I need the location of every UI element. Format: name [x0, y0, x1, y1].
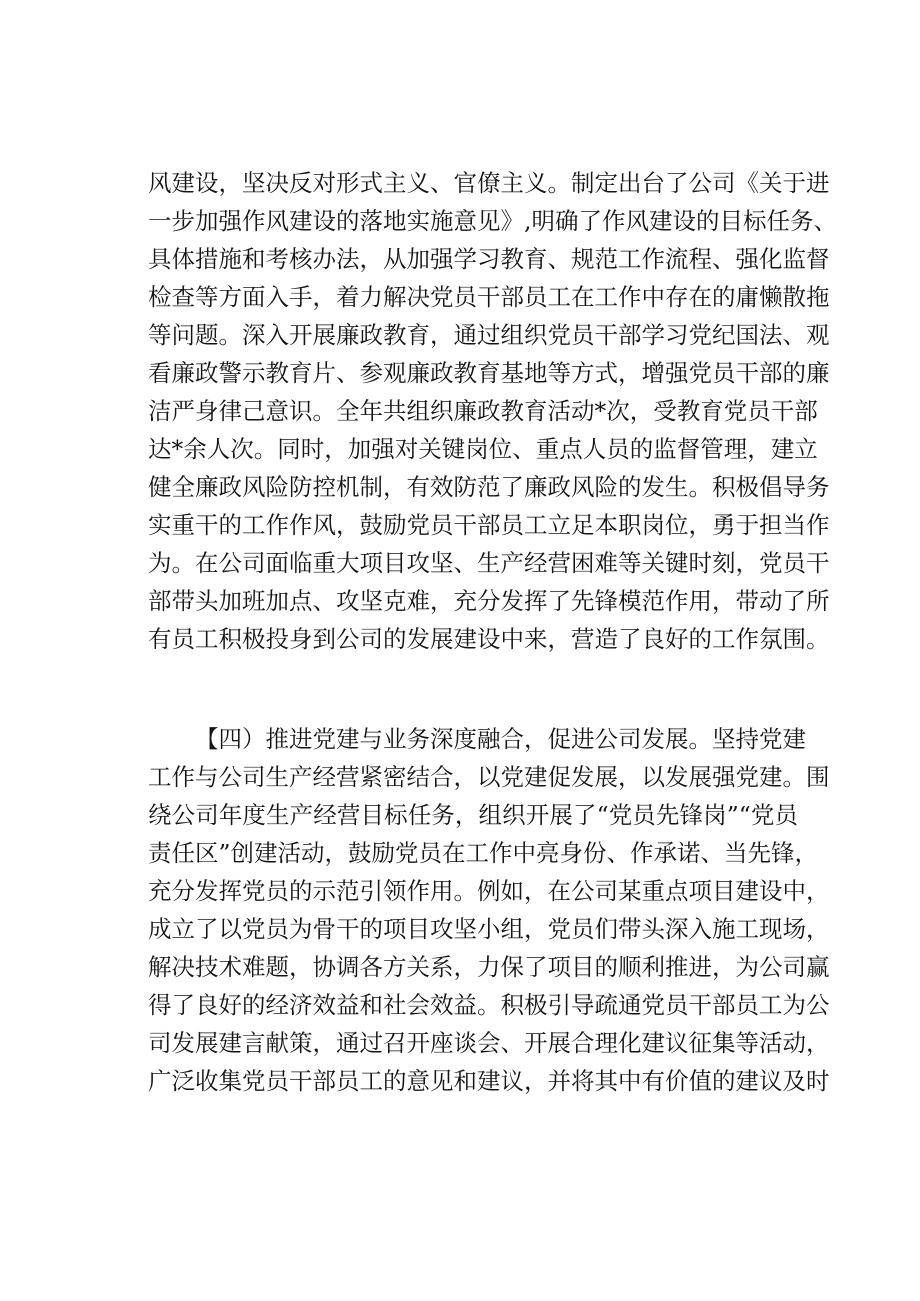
- text-line: 为。在公司面临重大项目攻坚、生产经营困难等关键时刻，党员干: [148, 549, 830, 577]
- text-line: 司发展建言献策，通过召开座谈会、开展合理化建议征集等活动，: [148, 1029, 830, 1057]
- text-line: 等问题。深入开展廉政教育，通过组织党员干部学习党纪国法、观: [148, 321, 830, 349]
- text-line: 看廉政警示教育片、参观廉政教育基地等方式，增强党员干部的廉: [148, 359, 830, 387]
- section-heading-line: 【四）推进党建与业务深度融合，促进公司发展。坚持党建: [195, 725, 806, 753]
- text-line: 风建设，坚决反对形式主义、官僚主义。制定出台了公司《关于进: [148, 169, 830, 197]
- text-line: 达*余人次。同时，加强对关键岗位、重点人员的监督管理，建立: [148, 435, 818, 463]
- body-paragraph-party-business-integration: [148, 720, 830, 1100]
- text-line: 成立了以党员为骨干的项目攻坚小组，党员们带头深入施工现场，: [148, 915, 830, 943]
- body-paragraph-work-style: [148, 164, 837, 658]
- text-line: 具体措施和考核办法，从加强学习教育、规范工作流程、强化监督: [148, 245, 830, 273]
- text-line: 实重干的工作作风，鼓励党员干部员工立足本职岗位，勇于担当作: [148, 511, 830, 539]
- text-line: 得了良好的经济效益和社会效益。积极引导疏通党员干部员工为公: [148, 991, 830, 1019]
- text-line: 广泛收集党员干部员工的意见和建议，并将其中有价值的建议及时: [148, 1067, 830, 1095]
- text-line: 责任区”创建活动，鼓励党员在工作中亮身份、作承诺、当先锋，: [148, 839, 819, 867]
- text-line: 健全廉政风险防控机制，有效防范了廉政风险的发生。积极倡导务: [148, 473, 830, 501]
- text-line: 检查等方面入手，着力解决党员干部员工在工作中存在的庸懒散拖: [148, 283, 830, 311]
- text-line: 部带头加班加点、攻坚克难，充分发挥了先锋模范作用，带动了所: [148, 587, 830, 615]
- text-line: 工作与公司生产经营紧密结合，以党建促发展，以发展强党建。围: [148, 763, 830, 791]
- text-line: 绕公司年度生产经营目标任务，组织开展了“党员先锋岗”“党员: [148, 801, 798, 829]
- text-line: 一步加强作风建设的落地实施意见》,明确了作风建设的目标任务、: [148, 207, 837, 235]
- text-line: 有员工积极投身到公司的发展建设中来，营造了良好的工作氛围。: [148, 625, 830, 653]
- text-line: 解决技术难题，协调各方关系，力保了项目的顺利推进，为公司赢: [148, 953, 830, 981]
- text-line: 充分发挥党员的示范引领作用。例如，在公司某重点项目建设中，: [148, 877, 830, 905]
- text-line: 洁严身律己意识。全年共组织廉政教育活动*次，受教育党员干部: [148, 397, 818, 425]
